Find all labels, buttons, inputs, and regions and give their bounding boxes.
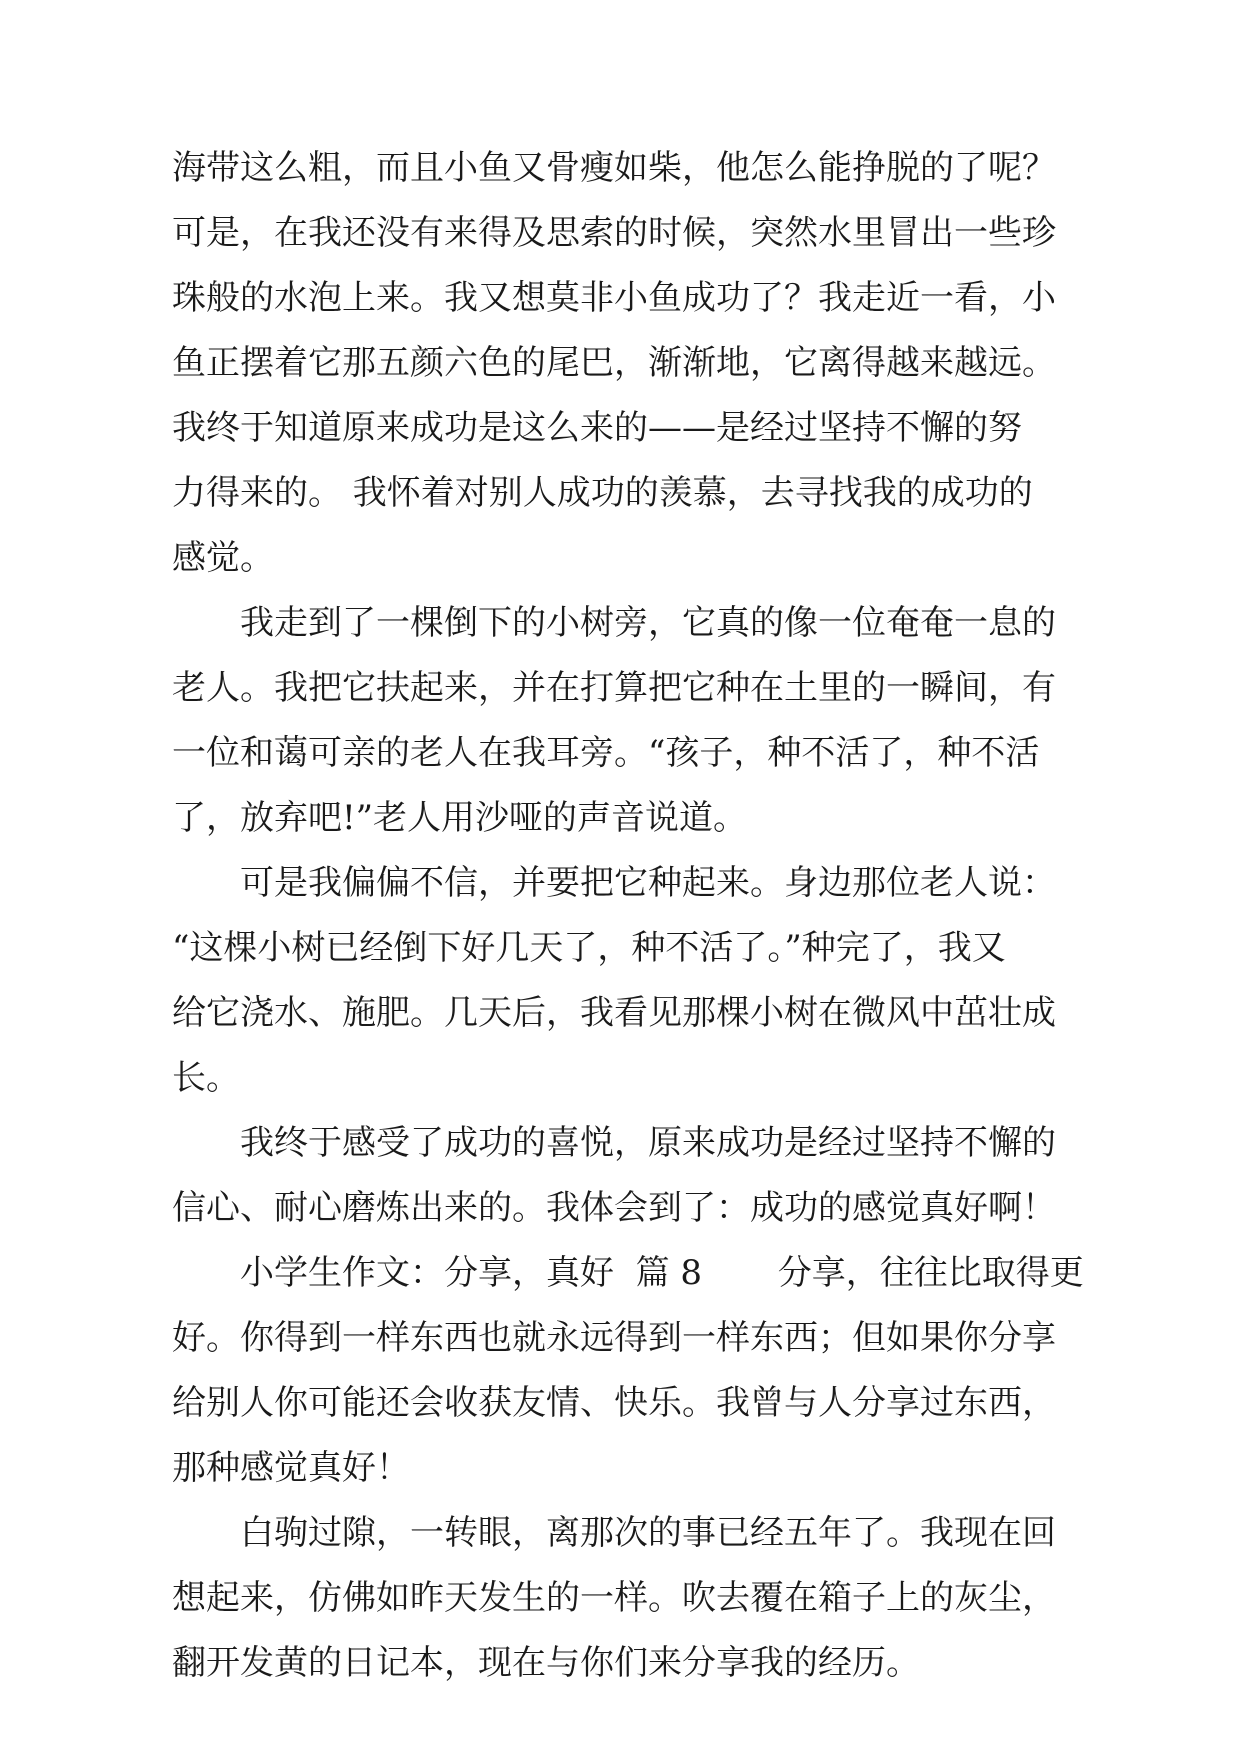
- text-line: 那种感觉真好！: [172, 1448, 410, 1488]
- text-line: 可是，在我还没有来得及思索的时候，突然水里冒出一些珍: [172, 213, 1056, 253]
- text-line: 好。你得到一样东西也就永远得到一样东西；但如果你分享: [172, 1318, 1056, 1358]
- paragraph-start-line: 我终于感受了成功的喜悦，原来成功是经过坚持不懈的: [240, 1123, 1056, 1163]
- text-line: 给它浇水、施肥。几天后，我看见那棵小树在微风中茁壮成: [172, 993, 1056, 1033]
- paragraph-start-line: 我走到了一棵倒下的小树旁，它真的像一位奄奄一息的: [240, 603, 1056, 643]
- text-line: 想起来，仿佛如昨天发生的一样。吹去覆在箱子上的灰尘，: [172, 1578, 1056, 1618]
- text-line: 给别人你可能还会收获友情、快乐。我曾与人分享过东西，: [172, 1383, 1056, 1423]
- text-line: 老人。我把它扶起来，并在打算把它种在土里的一瞬间，有: [172, 668, 1056, 708]
- text-line: 珠般的水泡上来。我又想莫非小鱼成功了？我走近一看，小: [172, 278, 1056, 318]
- text-line: 鱼正摆着它那五颜六色的尾巴，渐渐地，它离得越来越远。: [172, 343, 1056, 383]
- paragraph-start-line: 小学生作文：分享，真好 篇 8 分享，往往比取得更: [240, 1253, 1084, 1293]
- text-line: 了，放弃吧!”老人用沙哑的声音说道。: [172, 798, 748, 838]
- paragraph-start-line: 白驹过隙，一转眼，离那次的事已经五年了。我现在回: [240, 1513, 1056, 1553]
- text-line: 我终于知道原来成功是这么来的——是经过坚持不懈的努: [172, 408, 1022, 448]
- text-line: 感觉。: [172, 538, 274, 578]
- paragraph-start-line: 可是我偏偏不信，并要把它种起来。身边那位老人说：: [240, 863, 1056, 903]
- text-line: “这棵小树已经倒下好几天了，种不活了。”种完了，我又: [172, 928, 1006, 968]
- text-line: 一位和蔼可亲的老人在我耳旁。“孩子，种不活了，种不活: [172, 733, 1040, 773]
- text-line: 信心、耐心磨炼出来的。我体会到了：成功的感觉真好啊！: [172, 1188, 1056, 1228]
- text-line: 长。: [172, 1058, 240, 1098]
- text-line: 海带这么粗，而且小鱼又骨瘦如柴，他怎么能挣脱的了呢？: [172, 148, 1056, 188]
- text-line: 翻开发黄的日记本，现在与你们来分享我的经历。: [172, 1643, 920, 1683]
- text-line: 力得来的。 我怀着对别人成功的羡慕，去寻找我的成功的: [172, 473, 1033, 513]
